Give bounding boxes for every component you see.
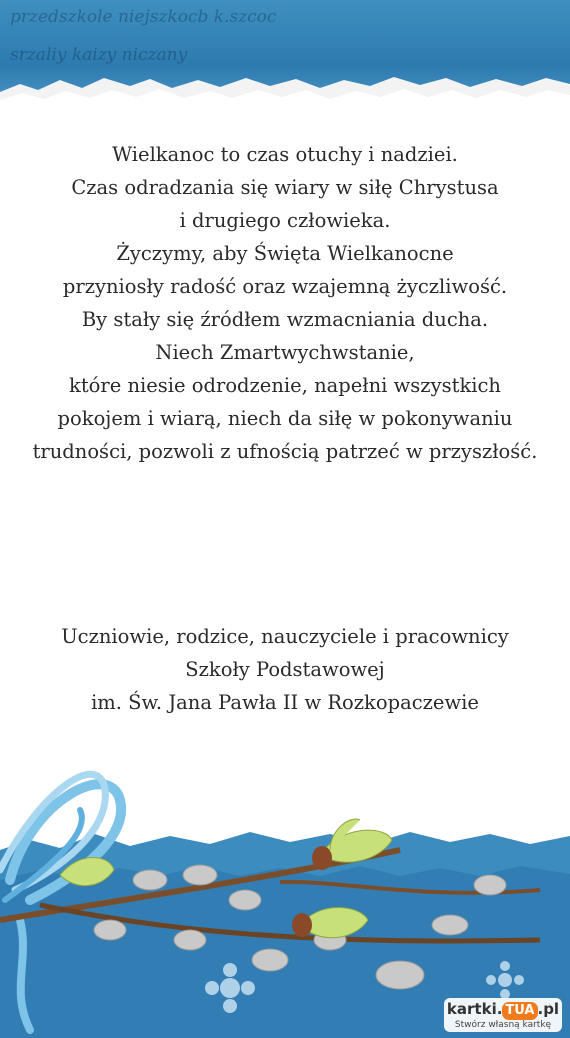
bottom-decoration [0, 730, 570, 1038]
signature-line: Uczniowie, rodzice, nauczyciele i pracownicy [61, 625, 509, 648]
header-script-line-1: przedszkole niejszkocb k.szcoc [10, 7, 277, 27]
site-logo[interactable] [444, 998, 562, 1032]
signature-line: Szkoły Podstawowej [185, 658, 385, 681]
logo-badge: TUA [502, 1002, 537, 1020]
greeting-line: Wielkanoc to czas otuchy i nadziei. [112, 143, 458, 166]
signature-line: im. Św. Jana Pawła II w Rozkopaczewie [91, 691, 479, 714]
torn-paper-edge-icon [0, 0, 570, 120]
greeting-text [20, 138, 550, 468]
logo-text [444, 998, 562, 1020]
greeting-line: Niech Zmartwychwstanie, [155, 341, 415, 364]
greeting-line: przyniosły radość oraz wzajemną życzliwość. [62, 275, 508, 298]
greeting-line: i drugiego człowieka. [179, 209, 391, 232]
logo-suffix: .pl [537, 1000, 560, 1018]
greeting-line: pokojem i wiarą, niech da siłę w pokonywaniu [57, 407, 513, 430]
header-script-line-2: srzaliy kaizy niczany [10, 45, 188, 65]
greeting-line: trudności, pozwoli z ufnością patrzeć w przyszłość. [32, 440, 538, 463]
signature-text [20, 620, 550, 719]
logo-tagline: Stwórz własną kartkę [454, 1020, 552, 1030]
header-band [0, 0, 570, 120]
greeting-line: Czas odradzania się wiary w siłę Chrystusa [71, 176, 499, 199]
logo-prefix: kartki. [446, 1000, 503, 1018]
greeting-line: Życzymy, aby Święta Wielkanocne [116, 242, 454, 265]
greeting-line: By stały się źródłem wzmacniania ducha. [81, 308, 489, 331]
greeting-line: które niesie odrodzenie, napełni wszystkich [69, 374, 501, 397]
